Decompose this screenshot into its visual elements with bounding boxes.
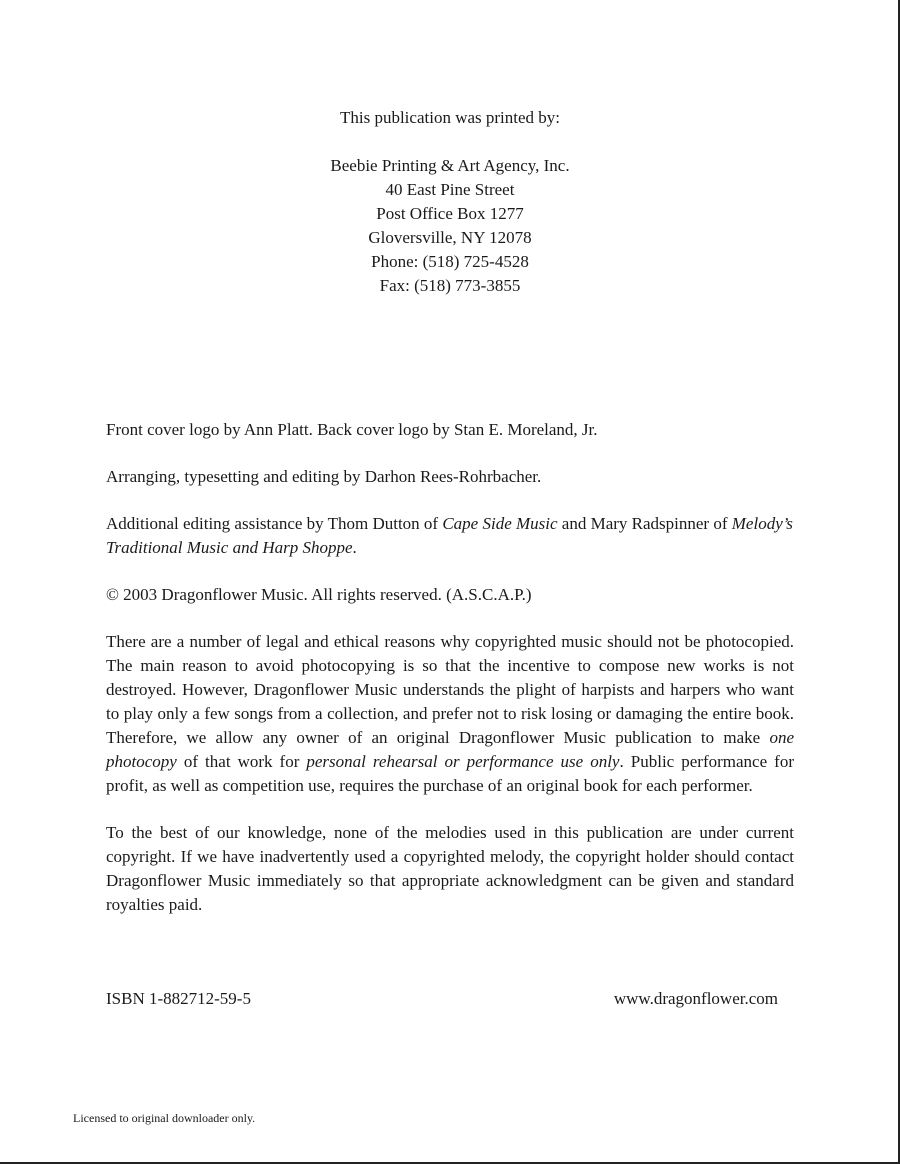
printer-fax: Fax: (518) 773-3855 [379,276,521,295]
additional-text-1: Additional editing assistance by Thom Dutton of [106,514,443,533]
isbn-row [106,987,778,1011]
photocopy-policy [106,630,794,798]
logo-credits: Front cover logo by Ann Platt. Back cover logo by Stan E. Moreland, Jr. [106,420,598,439]
printer-phone: Phone: (518) 725-4528 [371,252,529,271]
printer-company: Beebie Printing & Art Agency, Inc. [330,156,570,175]
copyright-notice: To the best of our knowledge, none of the melodies used in this publication are under current copyright. If we have inadvertently used a copyrighted melody, the copyright holder should contact Dragonflower Music immediately so that appropriate acknowledgment can be given and standard royalties paid. [106,823,794,914]
personal-use: personal rehearsal or performance use only [306,752,620,771]
isbn: ISBN 1-882712-59-5 [106,989,251,1008]
additional-text-2: and Mary Radspinner of [557,514,732,533]
license-notice: Licensed to original downloader only. [73,1111,256,1125]
one-photocopy: one photocopy [106,728,794,771]
website: www.dragonflower.com [613,989,778,1008]
printer-heading: This publication was printed by: [339,108,561,127]
additional-editing-credits [106,512,794,560]
policy-text-1: There are a number of legal and ethical reasons why copyrighted music should not be photocopied. The main reason to avoid photocopying is so that the incentive to compose new works is not destroyed. However, Dragonflower Music understands the plight of harpists and harpers who want to play only a few songs from a collection, and prefer not to risk losing or damaging the entire book. Therefore, we allow any owner of an original Dragonflower Music publication to make [106,632,794,747]
printer-po-box: Post Office Box 1277 [376,204,524,223]
printer-street: 40 East Pine Street [385,180,515,199]
arranging-credits: Arranging, typesetting and editing by Darhon Rees-Rohrbacher. [106,467,542,486]
policy-text-3: . Public performance for profit, as well as competition use, requires the purchase of an original book for each performer. [106,752,794,795]
cape-side-music: Cape Side Music [442,514,558,533]
credits-section [106,418,794,940]
additional-text-3: . [352,538,357,557]
printer-info [0,106,900,298]
policy-text-2: of that work for [176,752,307,771]
melodys-shoppe: Melody’s Traditional Music and Harp Shoppe [106,514,793,557]
printer-city: Gloversville, NY 12078 [368,228,532,247]
copyright-line: © 2003 Dragonflower Music. All rights reserved. (A.S.C.A.P.) [106,585,532,604]
